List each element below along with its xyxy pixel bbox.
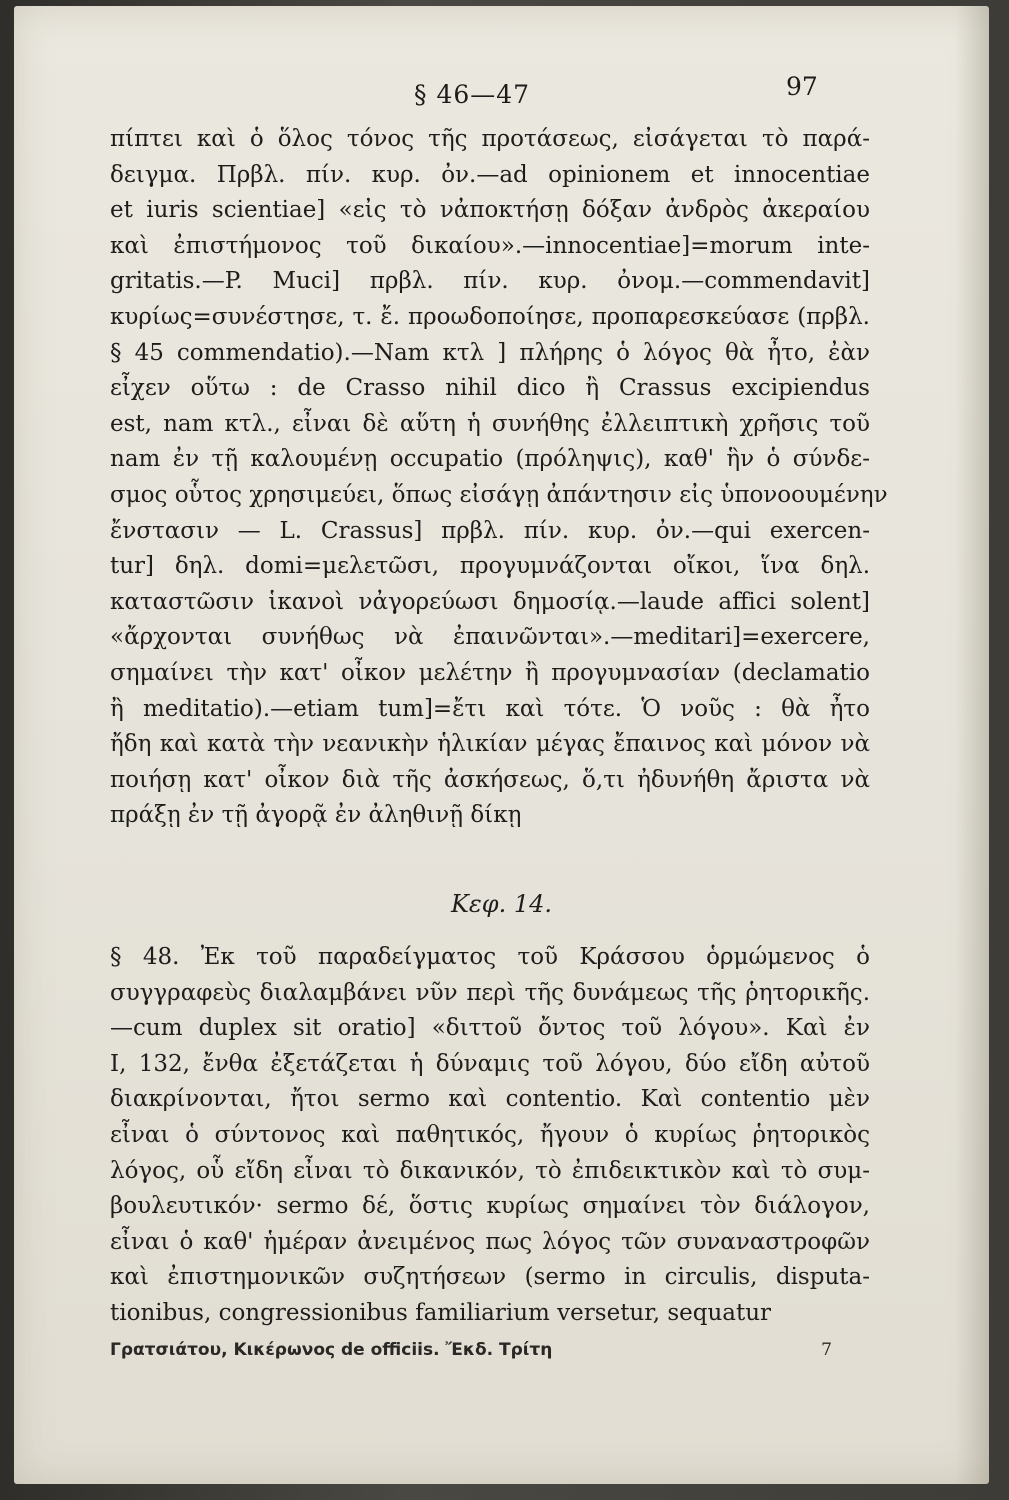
text-line: διακρίνονται, ἤτοι sermo καὶ contentio. Καὶ contentio μὲν bbox=[110, 1086, 870, 1113]
text-line: et iuris scientiae] «εἰς τὸ νἀποκτήσῃ δόξαν ἀνδρὸς ἀκεραίου bbox=[110, 197, 870, 224]
section-reference: § 46—47 bbox=[414, 80, 531, 109]
text-line: est, nam κτλ., εἶναι δὲ αὕτη ἡ συνήθης ἐλλειπτικὴ χρῆσις τοῦ bbox=[110, 410, 870, 437]
text-line: ποιήσῃ κατ' οἶκον διὰ τῆς ἀσκήσεως, ὅ,τι ἠδυνήθη ἄριστα νὰ bbox=[110, 766, 870, 793]
running-head bbox=[14, 68, 989, 108]
text-line: tionibus, congressionibus familiarium versetur, sequatur bbox=[110, 1299, 772, 1326]
text-line: πίπτει καὶ ὁ ὅλος τόνος τῆς προτάσεως, εἰσάγεται τὸ παρά- bbox=[110, 126, 870, 152]
text-line: tur] δηλ. domi=μελετῶσι, προγυμνάζονται οἴκοι, ἵνα δηλ. bbox=[110, 553, 870, 580]
text-line: κυρίως=συνέστησε, τ. ἔ. προωδοποίησε, προπαρεσκεύασε (πρβλ. bbox=[110, 303, 870, 330]
text-line: —cum duplex sit oratio] «διττοῦ ὄντος τοῦ λόγου». Καὶ ἐν bbox=[110, 1015, 870, 1042]
signature-mark: 7 bbox=[821, 1340, 832, 1360]
text-line: nam ἐν τῇ καλουμένῃ occupatio (πρόληψις), καθ' ἣν ὁ σύνδε- bbox=[110, 446, 870, 473]
text-line: § 48. Ἐκ τοῦ παραδείγματος τοῦ Κράσσου ὁρμώμενος ὁ bbox=[110, 944, 870, 970]
section-48-text bbox=[110, 940, 870, 1332]
text-line: σμος οὗτος χρησιμεύει, ὅπως εἰσάγῃ ἀπάντησιν εἰς ὑπονοουμένην bbox=[110, 481, 888, 508]
text-line: καὶ ἐπιστήμονος τοῦ δικαίου».—innocentiae]=morum inte- bbox=[110, 232, 870, 259]
text-line: ἔνστασιν — L. Crassus] πρβλ. πίν. κυρ. ὀν.—qui exercen- bbox=[110, 517, 870, 544]
text-line: § 45 commendatio).—Nam κτλ ] πλήρης ὁ λόγος θὰ ἦτο, ἐὰν bbox=[110, 339, 870, 366]
text-line: καταστῶσιν ἱκανοὶ νἀγορεύωσι δημοσίᾳ.—laude affici solent] bbox=[110, 588, 870, 615]
text-line: I, 132, ἔνθα ἐξετάζεται ἡ δύναμις τοῦ λόγου, δύο εἴδη αὐτοῦ bbox=[110, 1050, 870, 1077]
text-line: ἤδη καὶ κατὰ τὴν νεανικὴν ἡλικίαν μέγας ἔπαινος καὶ μόνον νὰ bbox=[110, 731, 870, 758]
book-page bbox=[14, 6, 989, 1484]
text-line: ἢ meditatio).—etiam tum]=ἔτι καὶ τότε. Ὁ νοῦς : θὰ ἦτο bbox=[110, 695, 870, 722]
commentary-text bbox=[110, 122, 888, 834]
text-line: gritatis.—P. Muci] πρβλ. πίν. κυρ. ὀνομ.—commendavit] bbox=[110, 268, 870, 295]
text-line: δειγμα. Πρβλ. πίν. κυρ. ὀν.—ad opinionem et innocentiae bbox=[110, 161, 870, 188]
text-line: λόγος, οὗ εἴδη εἶναι τὸ δικανικόν, τὸ ἐπιδεικτικὸν καὶ τὸ συμ- bbox=[110, 1157, 870, 1184]
text-line: βουλευτικόν· sermo δέ, ὅστις κυρίως σημαίνει τὸν διάλογον, bbox=[110, 1193, 870, 1220]
text-line: καὶ ἐπιστημονικῶν συζητήσεων (sermo in circulis, disputa- bbox=[110, 1264, 870, 1291]
signature-text: Γρατσιάτου, Κικέρωνος de officiis. Ἔκδ. Τρίτη bbox=[110, 1340, 553, 1360]
text-line: πράξῃ ἐν τῇ ἀγορᾷ ἐν ἀληθινῇ δίκῃ bbox=[110, 802, 522, 829]
text-line: σημαίνει τὴν κατ' οἶκον μελέτην ἢ προγυμνασίαν (declamatio bbox=[110, 659, 870, 686]
text-line: εἶχεν οὕτω : de Crasso nihil dico ἢ Crassus excipiendus bbox=[110, 375, 870, 402]
text-line: εἶναι ὁ σύντονος καὶ παθητικός, ἤγουν ὁ κυρίως ῥητορικὸς bbox=[110, 1121, 870, 1148]
printer-signature-footer bbox=[110, 1340, 870, 1360]
text-line: εἶναι ὁ καθ' ἡμέραν ἀνειμένος πως λόγος τῶν συναναστροφῶν bbox=[110, 1228, 870, 1255]
chapter-heading: Κεφ. 14. bbox=[450, 890, 553, 918]
text-line: συγγραφεὺς διαλαμβάνει νῦν περὶ τῆς δυνάμεως τῆς ῥητορικῆς. bbox=[110, 979, 870, 1006]
page-number: 97 bbox=[786, 72, 818, 101]
page-edge-shadow bbox=[955, 6, 989, 1484]
text-line: «ἄρχονται συνήθως νὰ ἐπαινῶνται».—meditari]=exercere, bbox=[110, 624, 870, 651]
